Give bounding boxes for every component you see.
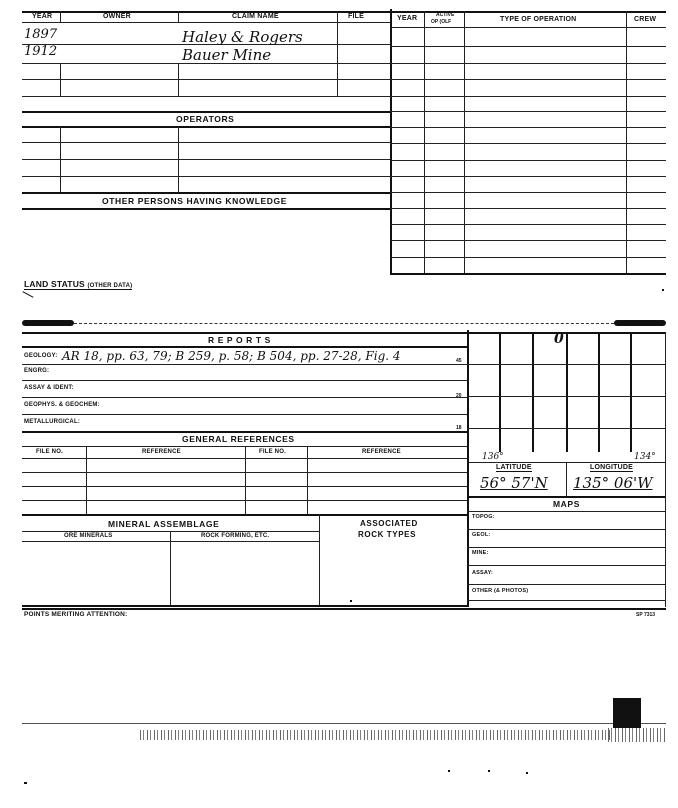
claim-name-header: CLAIM NAME — [232, 13, 279, 20]
geology-label: GEOLOGY: — [24, 353, 58, 359]
scan-block — [613, 698, 641, 728]
file-header: FILE — [348, 13, 364, 20]
ownership-claim-1: Haley & Rogers — [182, 28, 303, 46]
associated-heading-1: ASSOCIATED — [360, 519, 418, 528]
maps-mine: MINE: — [472, 550, 489, 556]
scan-noise-band — [140, 730, 610, 740]
geology-value: AR 18, pp. 63, 79; B 259, p. 58; B 504, pp. 27-28, Fig. 4 — [62, 349, 401, 363]
metallurgical-num: 18 — [456, 425, 462, 431]
right-longitude-mark: 134° — [634, 452, 656, 462]
geology-num: 45 — [456, 358, 462, 364]
metallurgical-label: METALLURGICAL: — [24, 419, 81, 425]
land-status-heading: LAND STATUS (OTHER DATA) — [24, 279, 133, 289]
ownership-year-1: 1897 — [24, 27, 58, 42]
assay-label: ASSAY & IDENT: — [24, 385, 74, 391]
maps-geol: GEOL: — [472, 532, 491, 538]
active-header-2: OP (OLF — [431, 19, 452, 25]
rock-forming-header: ROCK FORMING, ETC. — [201, 533, 270, 539]
ownership-year-2: 1912 — [24, 44, 58, 59]
crew-header: CREW — [634, 16, 657, 23]
year-header: YEAR — [32, 13, 53, 20]
engrg-label: ENGRG: — [24, 368, 50, 374]
general-references-heading: GENERAL REFERENCES — [182, 434, 295, 444]
maps-other: OTHER (& PHOTOS) — [472, 588, 529, 594]
pen-dot — [662, 289, 664, 291]
ore-minerals-header: ORE MINERALS — [64, 533, 113, 539]
geophys-label: GEOPHYS. & GEOCHEM: — [24, 402, 100, 408]
type-of-operation-header: TYPE OF OPERATION — [500, 16, 577, 23]
scan-dot-4 — [24, 782, 27, 784]
reference-header-1: REFERENCE — [142, 449, 181, 455]
maps-topog: TOPOG: — [472, 514, 495, 520]
longitude-label: LONGITUDE — [590, 464, 634, 471]
assay-num: 20 — [456, 393, 462, 399]
operators-heading: OPERATORS — [176, 114, 235, 124]
scan-mark-right — [614, 320, 666, 326]
scan-artifact-line — [22, 723, 666, 724]
maps-heading: MAPS — [553, 499, 580, 509]
scan-dot-2 — [488, 770, 490, 772]
left-longitude-mark: 136° — [482, 452, 504, 462]
other-persons-heading: OTHER PERSONS HAVING KNOWLEDGE — [102, 196, 288, 206]
scan-noise-block — [608, 728, 666, 742]
mineral-assemblage-heading: MINERAL ASSEMBLAGE — [108, 519, 220, 529]
grid-mark: 0 — [554, 331, 564, 347]
owner-header: OWNER — [103, 13, 131, 20]
pen-stroke — [22, 291, 33, 298]
scan-dot-1 — [448, 770, 450, 772]
form-number: SP 7313 — [636, 612, 656, 618]
active-header-1: ACTIVE — [436, 12, 455, 18]
reports-heading: R E P O R T S — [208, 335, 271, 345]
scan-mark-left — [22, 320, 74, 326]
reference-header-2: REFERENCE — [362, 449, 401, 455]
ownership-claim-2: Bauer Mine — [182, 46, 272, 64]
file-no-header-1: FILE NO. — [36, 449, 63, 455]
stray-dot — [350, 600, 352, 602]
file-no-header-2: FILE NO. — [259, 449, 286, 455]
associated-heading-2: ROCK TYPES — [358, 530, 417, 539]
points-meriting-heading: POINTS MERITING ATTENTION: — [24, 611, 128, 618]
longitude-value: 135° 06'W — [573, 474, 653, 492]
latitude-label: LATITUDE — [496, 464, 532, 471]
year2-header: YEAR — [397, 15, 418, 22]
scan-dot-3 — [526, 772, 528, 774]
latitude-value: 56° 57'N — [480, 474, 548, 492]
maps-assay: ASSAY: — [472, 570, 494, 576]
